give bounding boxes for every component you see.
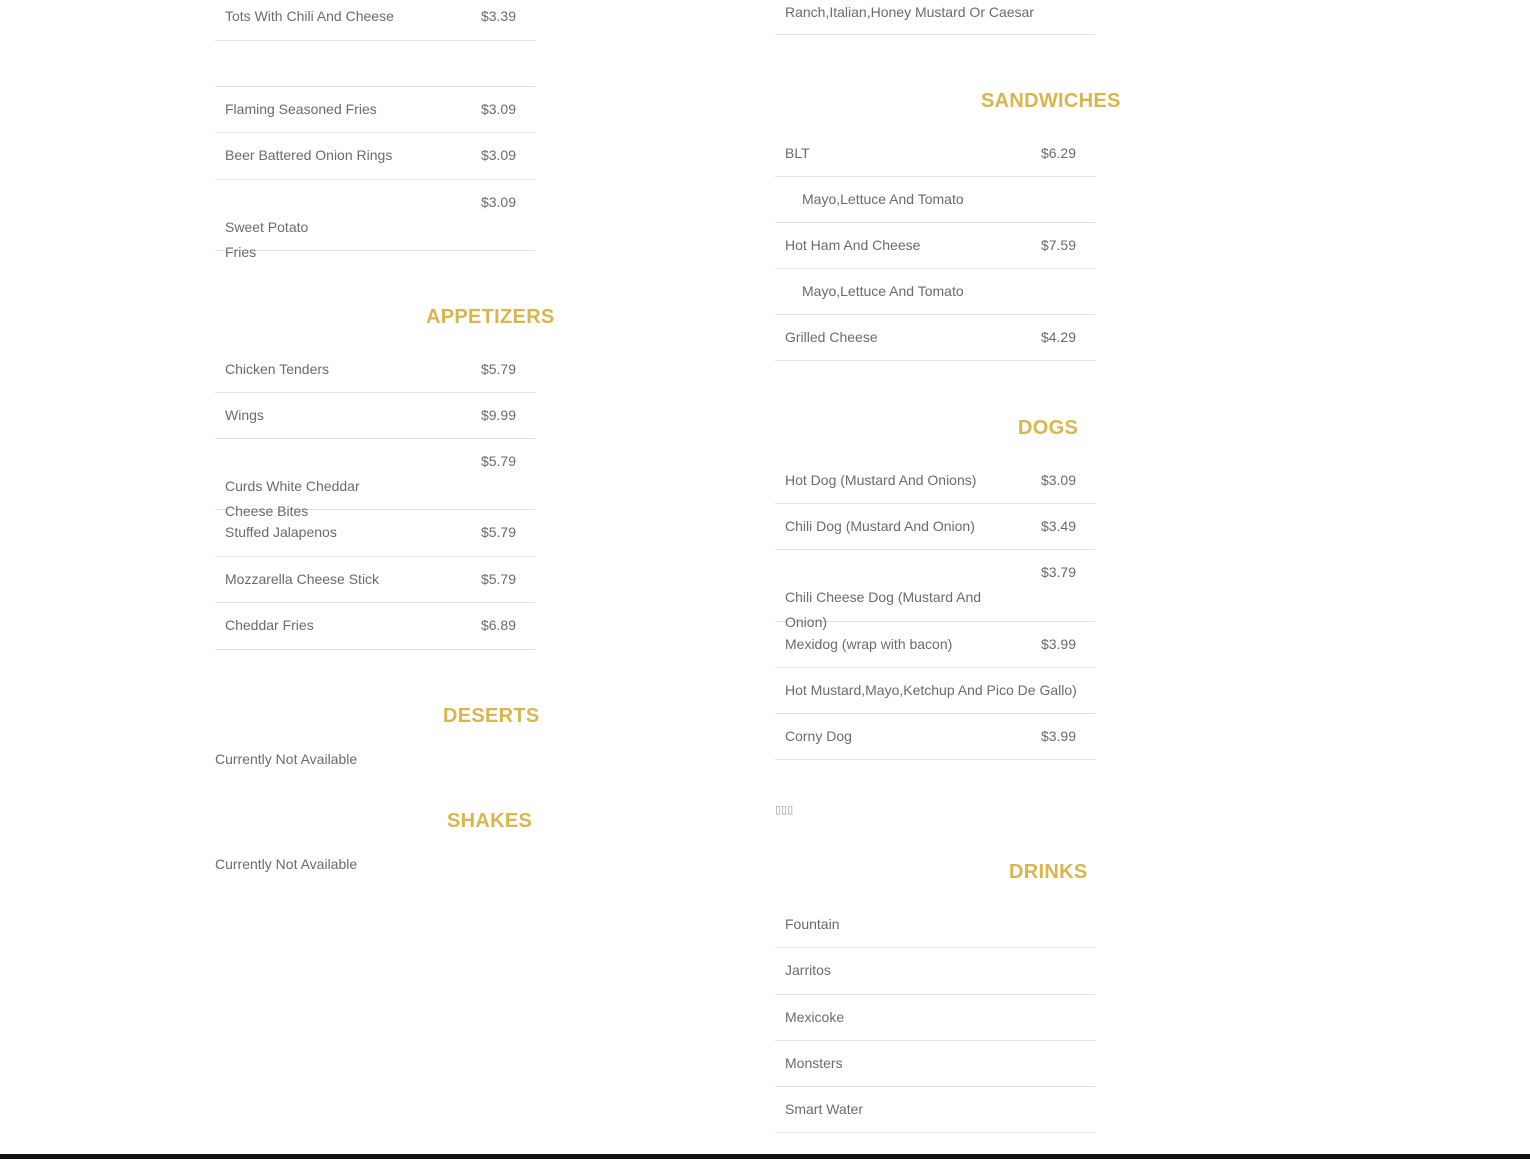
menu-item-name: Mexicoke: [785, 1009, 845, 1025]
menu-item-name: Monsters: [785, 1055, 843, 1071]
menu-table-sides: [215, 86, 535, 260]
menu-item-row: [775, 948, 1095, 995]
menu-item-name: Chicken Tenders: [225, 361, 330, 377]
menu-item-name: Chili Dog (Mustard And Onion): [785, 518, 975, 534]
menu-item-row: [215, 87, 535, 133]
menu-item-name: Tots With Chili And Cheese: [225, 8, 394, 24]
section-heading-deserts: DESERTS: [443, 705, 540, 727]
menu-table-dressings: [775, 0, 1095, 35]
menu-item-name: Stuffed Jalapenos: [225, 524, 337, 540]
section-heading-drinks: DRINKS: [1009, 861, 1088, 883]
menu-item-price: $3.79: [1040, 564, 1076, 580]
menu-item-row: [775, 131, 1095, 177]
menu-item-price: $3.09: [1040, 472, 1076, 488]
section-heading-sandwiches: SANDWICHES: [981, 90, 1121, 112]
menu-item-row: [775, 1041, 1095, 1087]
menu-item-row: [215, 393, 535, 439]
menu-item-row: [775, 622, 1095, 668]
menu-item-price: $5.79: [480, 453, 516, 469]
menu-item-name: Mexidog (wrap with bacon): [785, 636, 953, 652]
section-heading-appetizers: APPETIZERS: [426, 306, 555, 328]
menu-item-row: [215, 347, 535, 393]
menu-item-description: Mayo,Lettuce And Tomato: [802, 191, 964, 207]
menu-item-row: [775, 668, 1095, 714]
menu-item-name: Fountain: [785, 916, 840, 932]
menu-item-name: Chili Cheese Dog (Mustard And Onion): [785, 589, 982, 630]
dressing-options-text: Ranch,Italian,Honey Mustard Or Caesar: [785, 4, 1034, 20]
menu-item-name: Beer Battered Onion Rings: [225, 147, 393, 163]
menu-item-name: Hot Ham And Cheese: [785, 237, 921, 253]
menu-item-price: $3.09: [480, 101, 516, 117]
menu-item-row: [215, 557, 535, 603]
menu-item-name: Curds White Cheddar Cheese Bites: [225, 478, 360, 519]
menu-table-sandwiches: [775, 131, 1095, 361]
menu-item-row: [215, 0, 535, 41]
menu-item-row: [775, 315, 1095, 361]
deserts-availability-note: Currently Not Available: [215, 751, 358, 767]
menu-item-row: [775, 902, 1095, 948]
menu-item-name: Corny Dog: [785, 728, 852, 744]
menu-item-row: [215, 180, 535, 260]
shakes-availability-note: Currently Not Available: [215, 856, 358, 872]
menu-item-price: $5.79: [480, 361, 516, 377]
menu-item-price: $3.39: [480, 8, 516, 24]
menu-item-row: [775, 177, 1095, 223]
menu-item-row: [215, 510, 535, 557]
menu-item-name: Cheddar Fries: [225, 617, 314, 633]
menu-item-price: $9.99: [480, 407, 516, 423]
menu-item-row: [775, 714, 1095, 760]
menu-item-row: [215, 603, 535, 650]
menu-item-row: [775, 550, 1095, 630]
menu-item-name: BLT: [785, 145, 810, 161]
menu-item-row: [775, 0, 1095, 35]
menu-item-price: $5.79: [480, 524, 516, 540]
menu-item-price: $3.99: [1040, 636, 1076, 652]
menu-item-name: Grilled Cheese: [785, 329, 878, 345]
menu-item-row: [775, 504, 1095, 550]
menu-item-name: Mozzarella Cheese Stick: [225, 571, 380, 587]
menu-item-row: [775, 223, 1095, 269]
menu-item-name: Wings: [225, 407, 264, 423]
menu-item-price: $3.09: [480, 147, 516, 163]
menu-table-dogs: [775, 458, 1095, 760]
menu-table-drinks: [775, 902, 1095, 1133]
menu-item-row: [215, 133, 535, 180]
menu-item-name: Jarritos: [785, 962, 831, 978]
footer-bar: [0, 1154, 1530, 1159]
section-heading-shakes: SHAKES: [447, 810, 533, 832]
menu-item-row: [775, 1087, 1095, 1133]
menu-item-price: $4.29: [1040, 329, 1076, 345]
menu-item-row: [775, 269, 1095, 315]
menu-item-price: $5.79: [480, 571, 516, 587]
menu-item-description: Mayo,Lettuce And Tomato: [802, 283, 964, 299]
menu-item-price: $3.09: [480, 194, 516, 210]
menu-item-price: $3.49: [1040, 518, 1076, 534]
menu-item-name: Smart Water: [785, 1101, 864, 1117]
section-heading-dogs: DOGS: [1018, 417, 1079, 439]
menu-item-row: [215, 439, 535, 519]
menu-item-price: $7.59: [1040, 237, 1076, 253]
menu-item-name: Sweet Potato Fries: [225, 219, 309, 260]
menu-table-appetizers: [215, 347, 535, 650]
menu-item-price: $6.29: [1040, 145, 1076, 161]
menu-table-top: [215, 0, 535, 41]
menu-item-row: [775, 995, 1095, 1041]
menu-item-price: $6.89: [480, 617, 516, 633]
menu-item-row: [775, 458, 1095, 504]
menu-item-description: Hot Mustard,Mayo,Ketchup And Pico De Gallo): [785, 682, 1077, 698]
menu-item-name: Flaming Seasoned Fries: [225, 101, 377, 117]
menu-item-name: Hot Dog (Mustard And Onions): [785, 472, 977, 488]
menu-item-price: $3.99: [1040, 728, 1076, 744]
missing-glyph-icon: ▯▯▯: [775, 804, 794, 816]
